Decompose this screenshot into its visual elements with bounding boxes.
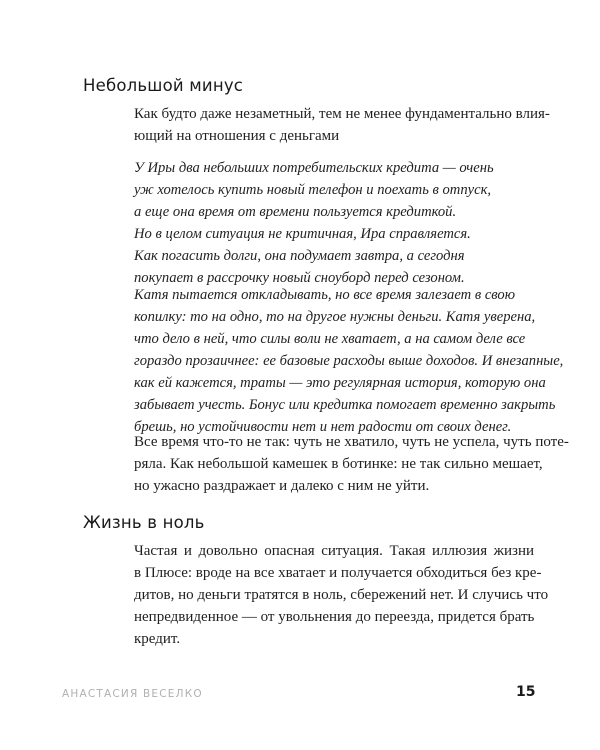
section-heading-zero-life: Жизнь в ноль bbox=[83, 513, 205, 532]
paragraph-line: ющий на отношения с деньгами bbox=[134, 128, 340, 144]
paragraph-line: в Плюсе: вроде на все хватает и получается обходиться без кре- bbox=[134, 565, 542, 581]
paragraph-line: Частая и довольно опасная ситуация. Такая иллюзия жизни bbox=[134, 543, 534, 559]
paragraph-line: покупает в рассрочку новый сноуборд перед сезоном. bbox=[134, 270, 465, 286]
paragraph-line: но ужасно раздражает и далеко с ним не уйти. bbox=[134, 478, 430, 494]
page-number: 15 bbox=[516, 684, 536, 700]
paragraph-line: гораздо прозаичнее: ее базовые расходы выше доходов. И внезапные, bbox=[134, 353, 564, 369]
story-katya-paragraph bbox=[134, 284, 564, 438]
paragraph-line: копилку: то на одно, то на другое нужны деньги. Катя уверена, bbox=[134, 309, 536, 325]
paragraph-line: кредит. bbox=[134, 631, 181, 647]
paragraph-line: Как погасить долги, она подумает завтра, а сегодня bbox=[134, 248, 465, 264]
paragraph-line: Как будто даже незаметный, тем не менее фундаментально влия- bbox=[134, 106, 550, 122]
paragraph-line: дитов, но деньги тратятся в ноль, сбережений нет. И случись что bbox=[134, 587, 549, 603]
paragraph-line: как ей кажется, траты — это регулярная история, которую она bbox=[134, 375, 546, 391]
paragraph-line: Все время что-то не так: чуть не хватило, чуть не успела, чуть поте- bbox=[134, 434, 569, 450]
story-ira-paragraph bbox=[134, 157, 534, 289]
zero-life-paragraph bbox=[134, 540, 549, 650]
section-heading-small-minus: Небольшой минус bbox=[83, 76, 244, 95]
paragraph-line: уж хотелось купить новый телефон и поехать в отпуск, bbox=[134, 182, 492, 198]
paragraph-line: что дело в ней, что силы воли не хватает, а на самом деле все bbox=[134, 331, 526, 347]
paragraph-line: забывает учесть. Бонус или кредитка помогает временно закрыть bbox=[134, 397, 556, 413]
paragraph-line: а еще она время от времени пользуется кредиткой. bbox=[134, 204, 457, 220]
paragraph-line: Но в целом ситуация не критичная, Ира справляется. bbox=[134, 226, 471, 242]
paragraph-line: непредвиденное — от увольнения до переезда, придется брать bbox=[134, 609, 535, 625]
closing-paragraph bbox=[134, 431, 569, 497]
paragraph-line: брешь, но устойчивости нет и нет радости от своих денег. bbox=[134, 419, 512, 435]
footer-author-name: АНАСТАСИЯ ВЕСЕЛКО bbox=[62, 688, 203, 700]
paragraph-line: ряла. Как небольшой камешек в ботинке: не так сильно мешает, bbox=[134, 456, 543, 472]
paragraph-line: Катя пытается откладывать, но все время залезает в свою bbox=[134, 287, 516, 303]
paragraph-line: У Иры два небольших потребительских кредита — очень bbox=[134, 160, 494, 176]
intro-paragraph bbox=[134, 103, 550, 147]
